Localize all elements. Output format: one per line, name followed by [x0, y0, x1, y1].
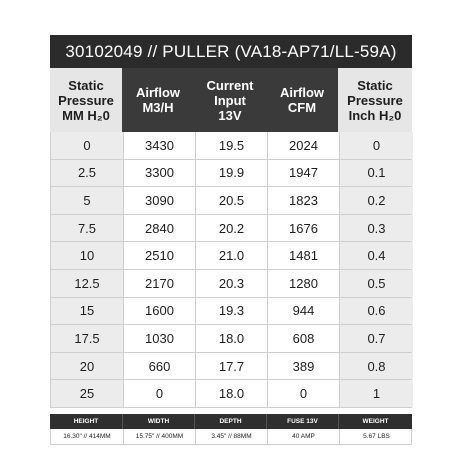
table-row	[51, 132, 411, 160]
table-cell: 944	[267, 298, 339, 325]
table-row	[51, 353, 411, 381]
spec-label: HEIGHT	[73, 417, 99, 425]
table-cell: 389	[267, 353, 339, 380]
table-cell: 0.5	[339, 270, 413, 297]
table-cell: 1030	[123, 325, 195, 352]
table-cell: 20.2	[195, 215, 267, 242]
table-cell: 7.5	[51, 215, 123, 242]
table-cell: 0.2	[339, 187, 413, 214]
specs-header-row	[50, 414, 412, 429]
header-airflow-m3h	[122, 68, 194, 132]
table-cell: 1280	[267, 270, 339, 297]
table-row	[51, 270, 411, 298]
table-cell: 1676	[267, 215, 339, 242]
header-text: Airflow M3/H	[135, 85, 181, 115]
table-cell: 2510	[123, 242, 195, 269]
table-cell: 0.7	[339, 325, 413, 352]
table-cell: 2840	[123, 215, 195, 242]
table-cell: 3090	[123, 187, 195, 214]
table-cell: 15	[51, 298, 123, 325]
table-cell: 0.4	[339, 242, 413, 269]
header-airflow-cfm	[266, 68, 338, 132]
table-cell: 608	[267, 325, 339, 352]
table-row	[51, 215, 411, 243]
spec-value: 15.75" // 400MM	[123, 429, 195, 444]
table-cell: 21.0	[195, 242, 267, 269]
table-cell: 10	[51, 242, 123, 269]
table-cell: 20.3	[195, 270, 267, 297]
table-cell: 20	[51, 353, 123, 380]
table-cell: 0.1	[339, 160, 413, 187]
table-cell: 17.5	[51, 325, 123, 352]
spec-label: WEIGHT	[338, 414, 412, 429]
spec-label: DEPTH	[194, 414, 266, 429]
spec-label: WIDTH	[122, 414, 194, 429]
table-cell: 0	[123, 380, 195, 407]
spec-label: FUSE 13V	[266, 414, 338, 429]
table-title: 30102049 // PULLER (VA18-AP71/LL-59A)	[50, 35, 412, 68]
table-cell: 0	[339, 132, 413, 159]
table-cell: 2170	[123, 270, 195, 297]
header-text: Static Pressure Inch H₂0	[347, 77, 403, 123]
table-cell: 17.7	[195, 353, 267, 380]
table-row	[51, 298, 411, 326]
specs-values-row	[50, 429, 412, 445]
table-cell: 19.9	[195, 160, 267, 187]
table-cell: 660	[123, 353, 195, 380]
table-cell: 0.6	[339, 298, 413, 325]
spec-value: 16.30" // 414MM	[63, 432, 111, 440]
header-text: Current Input 13V	[206, 77, 254, 123]
spec-value: 3.45" // 88MM	[195, 429, 267, 444]
table-row	[51, 380, 411, 408]
table-cell: 2.5	[51, 160, 123, 187]
header-text: Static Pressure MM H₂0	[58, 77, 114, 123]
table-cell: 19.3	[195, 298, 267, 325]
spec-value: 5.67 LBS	[339, 429, 413, 444]
table-cell: 1	[339, 380, 413, 407]
table-cell: 0	[267, 380, 339, 407]
header-current-input	[194, 68, 266, 132]
table-cell: 2024	[267, 132, 339, 159]
table-cell: 18.0	[195, 325, 267, 352]
table-cell: 18.0	[195, 380, 267, 407]
table-cell: 0.3	[339, 215, 413, 242]
table-cell: 1600	[123, 298, 195, 325]
table-cell: 20.5	[195, 187, 267, 214]
table-cell: 1481	[267, 242, 339, 269]
table-cell: 19.5	[195, 132, 267, 159]
table-cell: 3300	[123, 160, 195, 187]
spec-sheet	[50, 35, 412, 445]
data-rows	[50, 132, 412, 408]
column-headers	[50, 68, 412, 132]
table-cell: 0.8	[339, 353, 413, 380]
table-row	[51, 325, 411, 353]
header-text: Airflow CFM	[279, 85, 325, 115]
table-cell: 0	[51, 132, 123, 159]
header-static-pressure-inch	[338, 68, 412, 132]
header-static-pressure-mm	[50, 68, 122, 132]
table-row	[51, 187, 411, 215]
table-cell: 3430	[123, 132, 195, 159]
table-cell: 1823	[267, 187, 339, 214]
table-cell: 1947	[267, 160, 339, 187]
table-cell: 25	[51, 380, 123, 407]
table-row	[51, 242, 411, 270]
table-cell: 5	[51, 187, 123, 214]
table-cell: 12.5	[51, 270, 123, 297]
spec-value: 40 AMP	[267, 429, 339, 444]
table-row	[51, 160, 411, 188]
